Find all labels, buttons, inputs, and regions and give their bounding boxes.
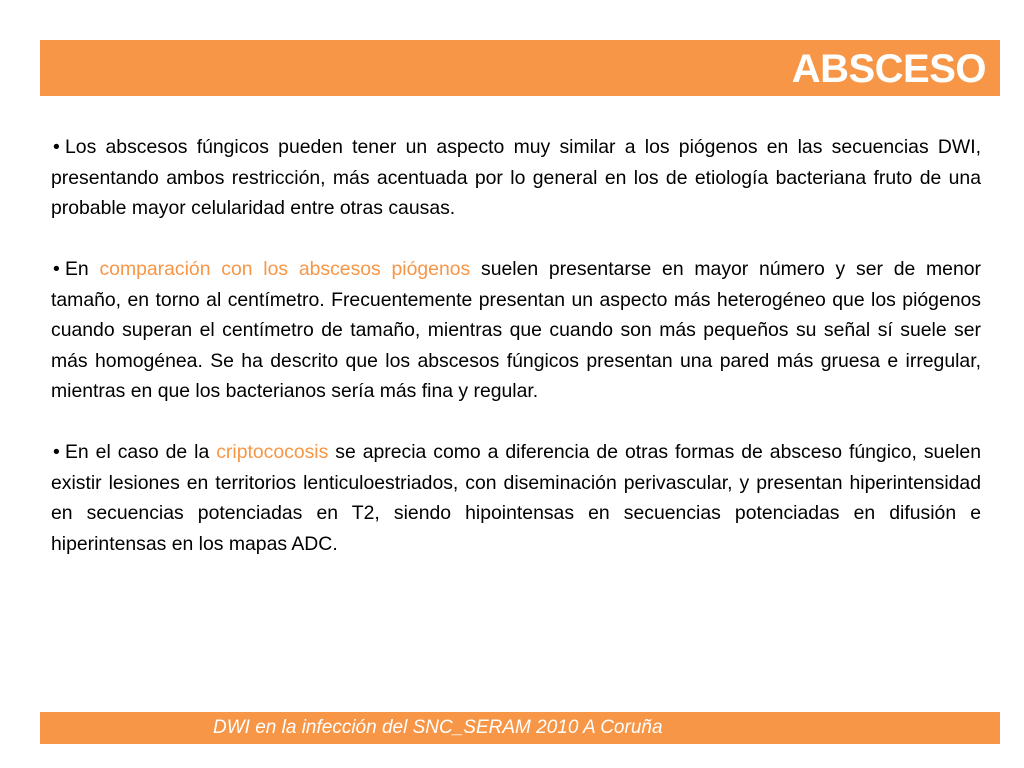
footer-text: DWI en la infección del SNC_SERAM 2010 A Coruña: [213, 717, 663, 738]
paragraph-1: [51, 132, 981, 224]
paragraph-3-text-before: En el caso de la: [65, 441, 217, 463]
paragraph-3-highlight: criptococosis: [216, 441, 329, 463]
paragraph-1-text: Los abscesos fúngicos pueden tener un aspecto muy similar a los piógenos en las secuencias DWI, presentando ambos restricción, más acentuada por lo general en los de etiología bacteriana fruto de una probable mayor celularidad entre otras causas.: [51, 136, 981, 219]
paragraph-3: [51, 437, 981, 559]
slide-body: [51, 132, 981, 590]
paragraph-2-text-after: suelen presentarse en mayor número y ser de menor tamaño, en torno al centímetro. Frecuentemente presentan un aspecto más heterogéneo que los piógenos cuando superan el centímetro de tamaño, mientras que cuando son más pequeños su señal sí suele ser más homogénea. Se ha descrito que los abscesos fúngicos presentan una pared más gruesa e irregular, mientras en que los bacterianos sería más fina y regular.: [51, 258, 981, 402]
paragraph-2: [51, 254, 981, 407]
bullet-icon: •: [53, 136, 60, 158]
paragraph-2-highlight: comparación con los abscesos piógenos: [99, 258, 471, 280]
paragraph-3-text-after: se aprecia como a diferencia de otras formas de absceso fúngico, suelen existir lesiones en territorios lenticuloestriados, con diseminación perivascular, y presentan hiperintensidad en secuencias potenciadas en T2, siendo hipointensas en secuencias potenciadas en difusión e hiperintensas en los mapas ADC.: [51, 441, 981, 555]
slide-title: ABSCESO: [791, 47, 986, 91]
bullet-icon: •: [53, 441, 60, 463]
footer-bar: [40, 712, 1000, 744]
paragraph-2-text-before: En: [65, 258, 100, 280]
bullet-icon: •: [53, 258, 60, 280]
title-bar: [40, 40, 1000, 96]
